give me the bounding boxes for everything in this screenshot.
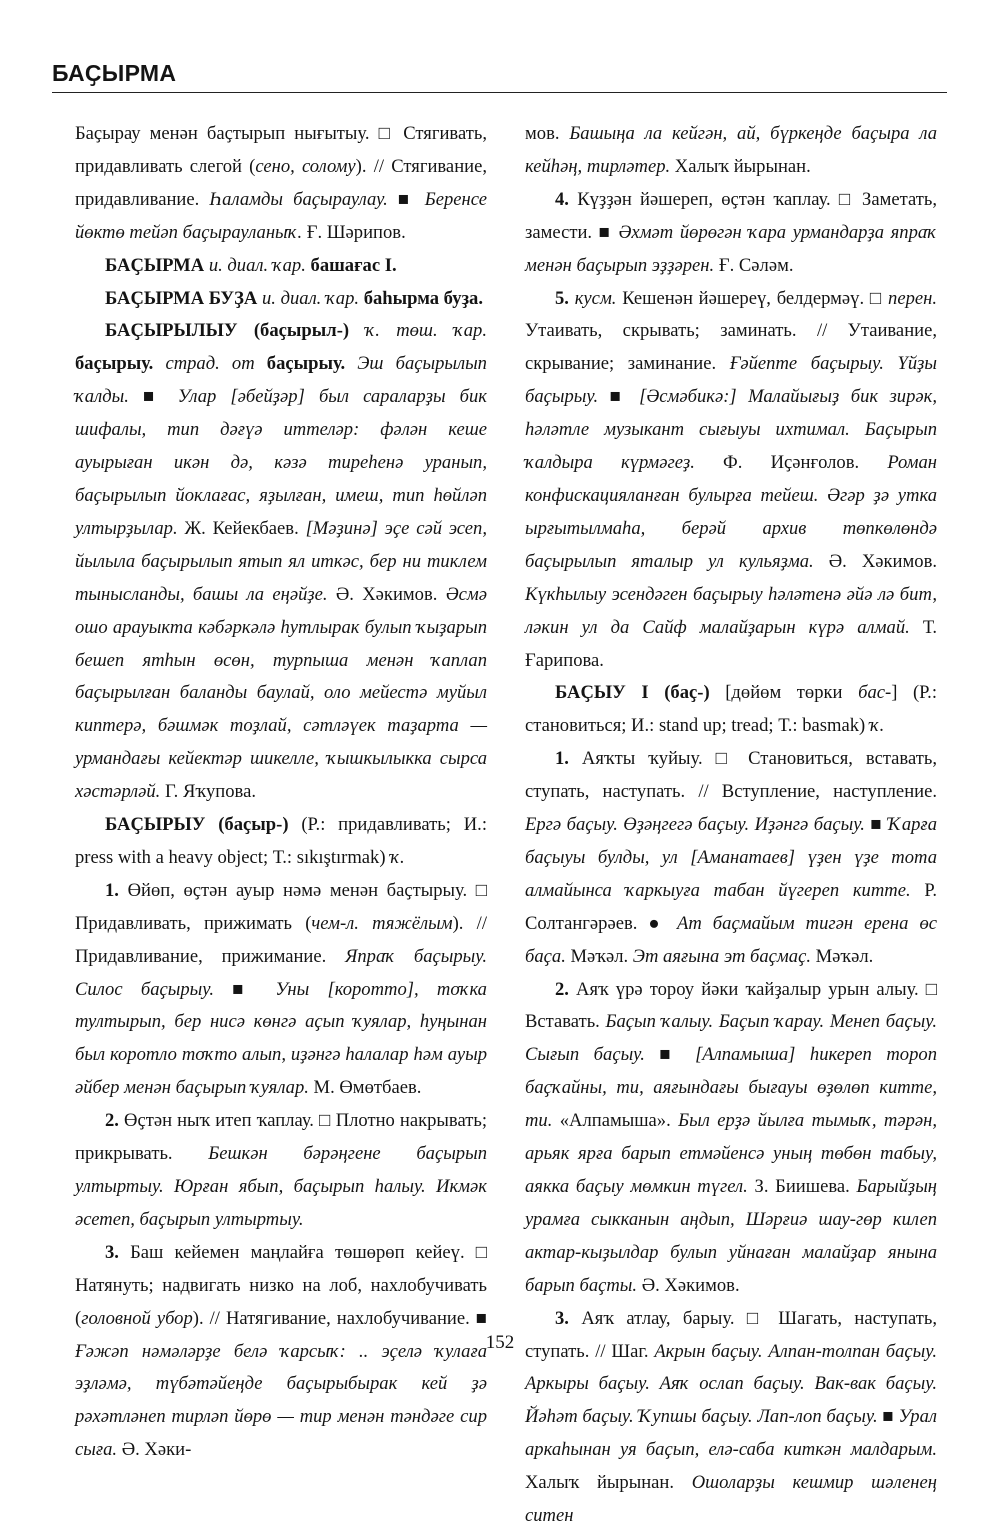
page-number: 152: [485, 1332, 515, 1353]
entry-basyu-1: БАҪЫУ I (баҫ-) [дөйөм төрки бас-] (Р.: становиться; И.: stand up; tread; Т.: basmak) ҡ.: [525, 682, 937, 737]
basyu-sense-3: 3. Аяҡ атлау, барыу. □ Шагать, наступать, ступать. // Шаг. Акрын баҫыу. Алпан-толпан баҫыу. Аркыры баҫыу. Аяҡ ослап баҫыу. Вак-вак баҫыу. Йәһәт баҫыу. Ҡупшы баҫыу. Лап-лоп баҫыу. ■ Урал аркаһынан уя баҫып, елә-саба киткән малдарым. Халыҡ йырынан. Ошоларҙы кешмир шәленең ситен: [525, 1307, 937, 1527]
entry-basyrylyu: БАҪЫРЫЛЫУ (баҫырыл-) ҡ. төш. ҡар. баҫырыу. страд. от баҫырыу. Эш баҫырылып ҡалды. ■ Улар [әбейҙәр] был сараларҙы бик шифалы, тип дәғүә иттеләр: фәлән кеше ауырыған икән дә, кәзә тиреһенә уранып, баҫырылып йоклағас, яҙылған, имеш, тип һөйләп ултырҙылар. Ж. Кейекбаев. [Мәҙинә] эҫе сәй эсеп, йылыла баҫырылып ятып ял иткәс, бер ни тиклем тынысланды, башы ла еңәйҙе. Ә. Хәкимов. Әсмә ошо арауыкта кәбәркәлә һутлырак булып ҡыҙарып бешеп ятһын өсөн, турпыша менән ҡаплап баҫырылған баланды баулай, оло мейестә муйыл киптерә, бәшмәк тоҙлай, сәтләүек таҙарта — урмандағы кейектәр шикелле, ҡышкылыкка сырса хәстәрләй. Г. Яҡупова.: [75, 320, 487, 803]
entry-basyrma: БАҪЫРМА и. диал. ҡар. башағас I.: [105, 254, 397, 276]
sense-2: 2. Өҫтән ныҡ итеп ҡаплау. □ Плотно накрывать; прикрывать. Бешкән бәрәңгене баҫырып ултыртыу. Юрған ябып, баҫырып һалыу. Икмәк әсетеп, баҫырып ултыртыу.: [75, 1110, 487, 1230]
running-head: БАҪЫРМА: [52, 60, 177, 86]
sense-5: 5. кусм. Кешенән йәшереү, белдермәү. □ перен. Утаивать, скрывать; заминать. // Утаивание, скрывание; заминание. Ғәйепте баҫырыу. Үйҙы баҫырыу. ■ [Әсмәбикә:] Малайығыҙ бик зирәк, һәләтле музыкант сығыуы ихтимал. Баҫырып ҡалдыра күрмәгеҙ. Ф. Иҫәнғолов. Роман конфискацияланған булырға тейеш. Әгәр ҙә утка ырғытылмаһа, берәй архив төпкөлөндә баҫырылып яталыр ул кульяҙма. Ә. Хәкимов. Күкһылыу эсендәген баҫырыу һәләтенә әйә лә бит, ләкин ул да Сайф малайҙарын күрә алмай. Т. Ғарипова.: [525, 287, 938, 671]
entry-basyrau-cont: Баҫырау менән баҫтырып нығытыу. □ Стягивать, придавливать слегой (сено, солому). // Стягивание, придавливание. Һаламды баҫыраулау. ■ Беренсе йөктө тейәп баҫырауланыҡ. Ғ. Шәрипов.: [75, 123, 487, 243]
sense-4: 4. Күҙҙән йәшереп, өҫтән ҡаплау. □ Заметать, замести. ■ Әхмәт йөрөгән ҡара урмандарҙа япраҡ менән баҫырып эҙҙәрен. Ғ. Сәләм.: [525, 188, 937, 276]
right-column: [525, 118, 937, 1533]
header-rule: [52, 92, 947, 93]
basyu-sense-1: 1. Аяҡты ҡуйыу. □ Становиться, вставать, ступать, наступать. // Вступление, наступление. Ергә баҫыу. Өҙәңгегә баҫыу. Иҙәнгә баҫыу. ■ Ҡарға баҫыуы булды, ул [Аманатаев] үҙен үҙе тота алмайынса ҡаркыуға табан йүгереп китте. Р. Солтангәрәев. ● Ат баҫмайым тигән ерена өс баҫа. Мәҡәл. Эт аяғына эт баҫмаҫ. Мәҡәл.: [525, 748, 937, 967]
sense-1: 1. Өйөп, өҫтән ауыр нәмә менән баҫтырыу. □ Придавливать, прижимать (чем-л. тяжёлым). // Придавливание, прижимание. Япраҡ баҫырыу. Силос баҫырыу. ■ Уны [коротто], тоҡка тултырып, бер нисә көнгә аҫып ҡуялар, һуңынан был коротло тоҡто алып, иҙәнгә һалалар һәм ауыр әйбер менән баҫырып ҡуялар. М. Өмөтбаев.: [75, 879, 487, 1099]
left-column: [75, 118, 487, 1467]
entry-basyryu: БАҪЫРЫУ (баҫыр-) (Р.: придавливать; И.: press with a heavy object; Т.: sıkıştırmak) ҡ.: [75, 814, 487, 868]
entry-basyrma-buza: БАҪЫРМА БУҘА и. диал. ҡар. баһырма буҙа.: [105, 287, 483, 309]
sense-3: 3. Баш кейемен маңлайға төшөрөп кейеү. □ Натянуть; надвигать низко на лоб, нахлобучивать (головной убор). // Натягивание, нахлобучивание. ■ Ғәжәп нәмәләрҙе белә ҡарсыҡ: .. эҫелә ҡулаға эҙләмә, түбәтәйеңде баҫырыбырак кей ҙә рәхәтләнеп тирләп йөрө — тир менән тәндәге сир сыға. Ә. Хәки-: [75, 1241, 488, 1461]
sense-3-cont: мов. Башыңа ла кейгән, ай, бүркеңде баҫыра ла кейһәң, тирләтер. Халыҡ йырынан.: [525, 123, 938, 177]
basyu-sense-2: 2. Аяҡ үрә тороу йәки ҡайҙалыр урын алыу. □ Вставать. Баҫып ҡалыу. Баҫып ҡарау. Менеп баҫыу. Сығып баҫыу. ■ [Алпамыша] һикереп тороп баҫҡайны, ти, аяғындағы бығауы өҙөлөп китте, ти. «Алпамыша». Был ерҙә йылға тымыҡ, тәрән, арьяк ярға барып етмәйенсә уның төбөн табыу, аякка баҫыу мөмкин түгел. З. Биишева. Барыйҙың урамға сыкканын аңдып, Шәрғиә шау-гөр килеп актар-кыҙылдар булып уйнаған малайҙар янына барып баҫты. Ә. Хәкимов.: [525, 978, 938, 1296]
